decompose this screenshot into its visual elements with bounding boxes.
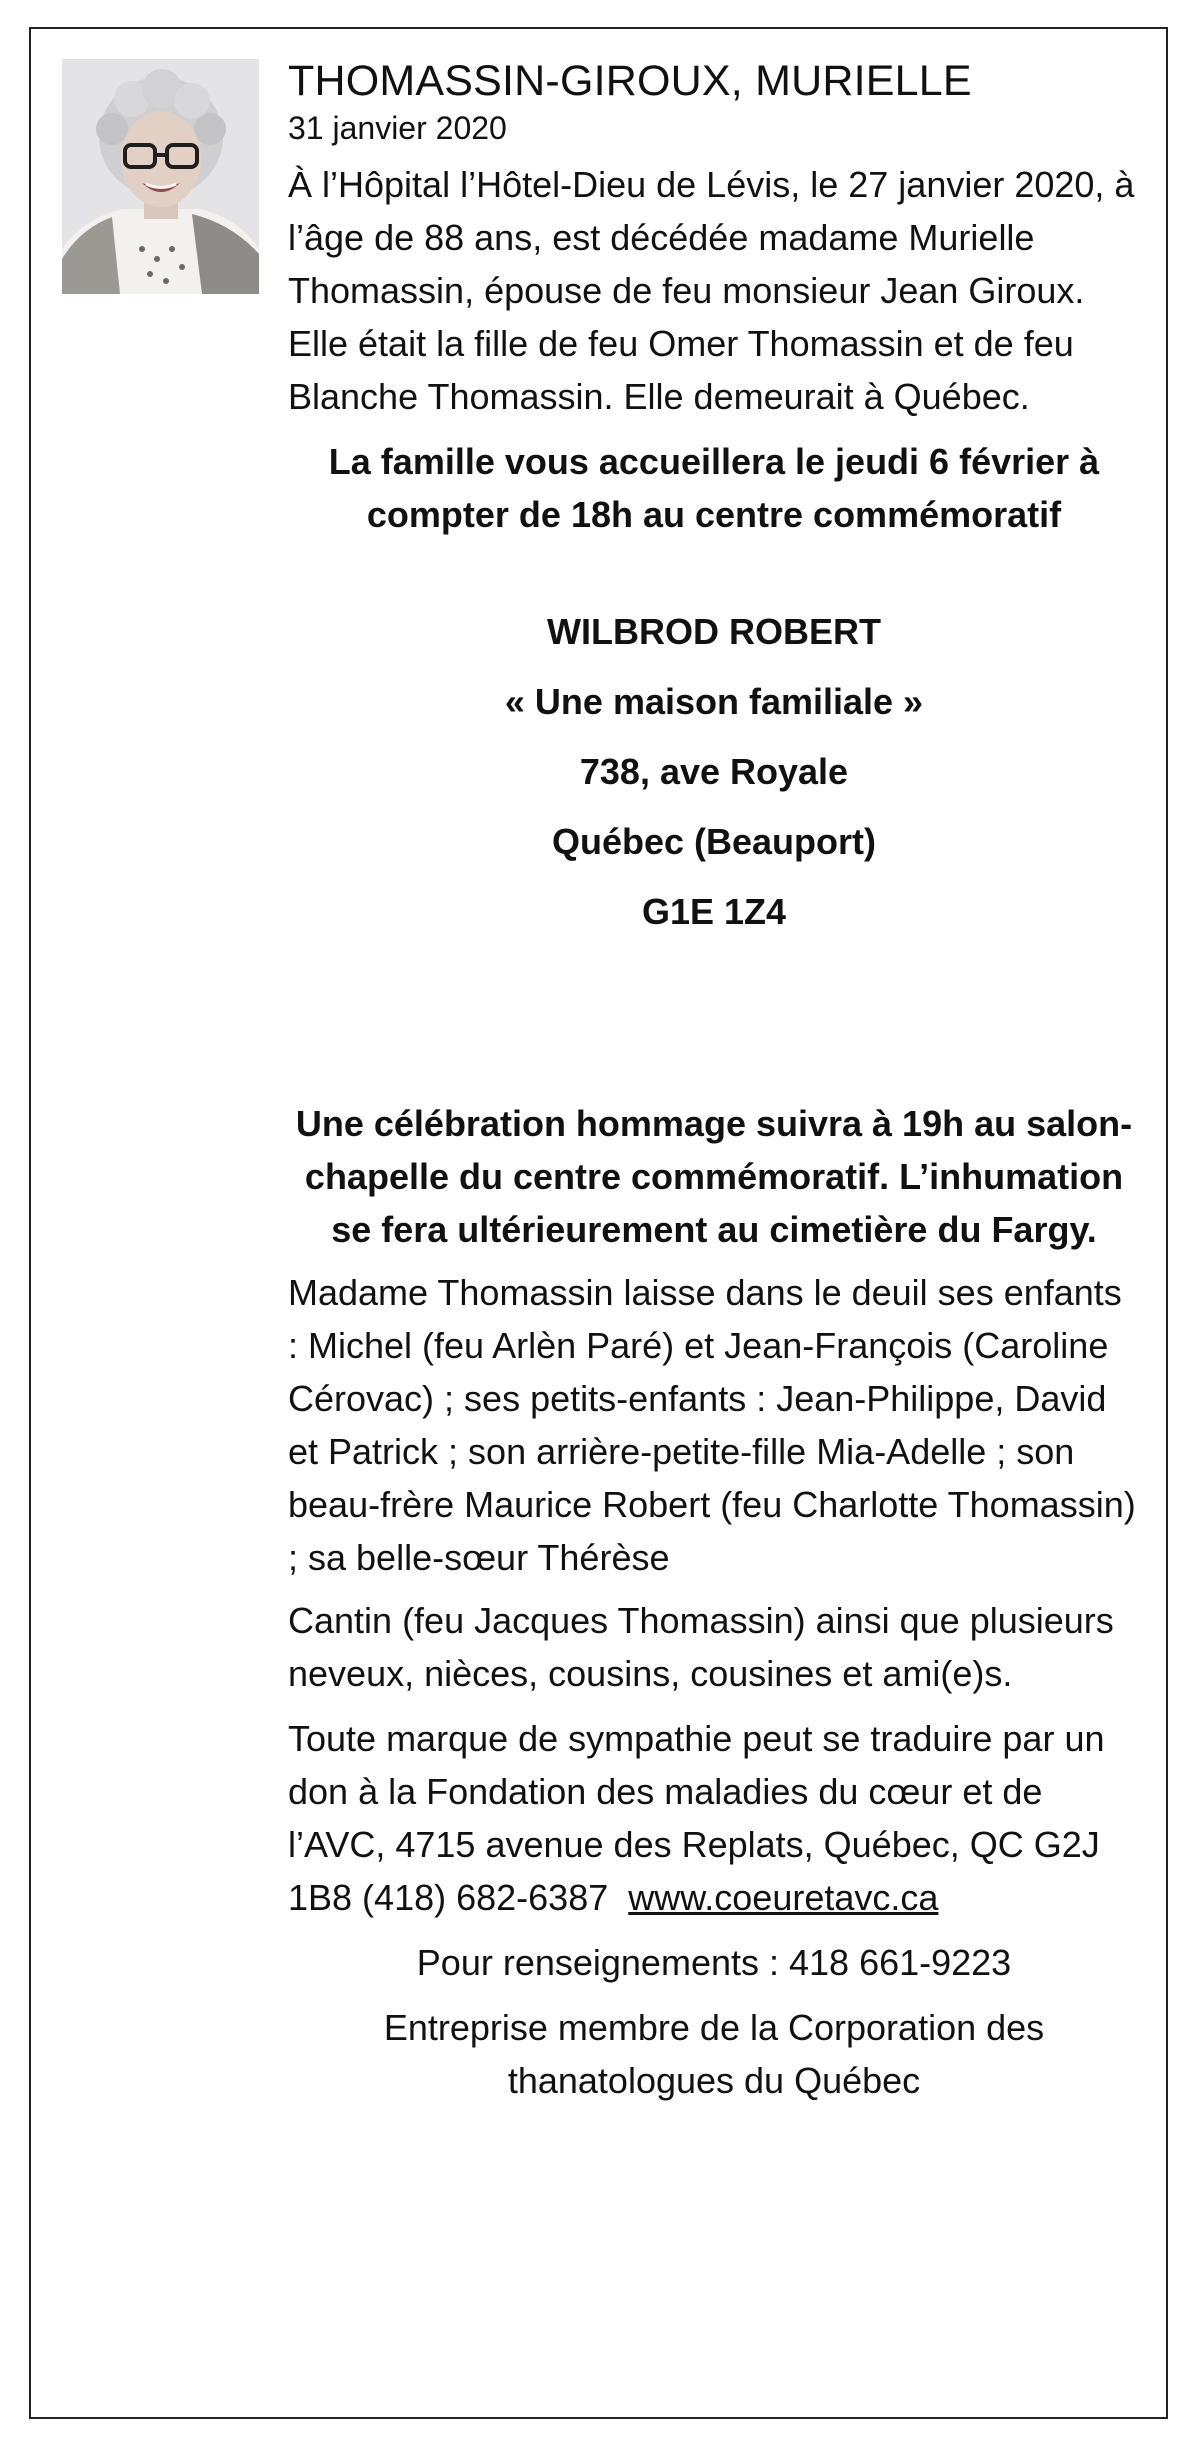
address-line-postal: G1E 1Z4	[641, 891, 787, 932]
funeral-home-address	[288, 597, 1140, 947]
info-line: Pour renseignements : 418 661-9223	[416, 1942, 1012, 1983]
address-line-street: 738, ave Royale	[579, 751, 849, 792]
visitation-paragraph: La famille vous accueillera le jeudi 6 février à compter de 18h au centre commémoratif	[328, 441, 1100, 535]
family-paragraph-part2: Cantin (feu Jacques Thomassin) ainsi que plusieurs neveux, nièces, cousins, cousines et ami(e)s.	[288, 1600, 1114, 1694]
notice-date: 31 janvier 2020	[288, 110, 507, 146]
donation-link[interactable]: www.coeuretavc.ca	[628, 1877, 939, 1918]
portrait-illustration	[62, 59, 259, 294]
family-paragraph-part1: Madame Thomassin laisse dans le deuil ses enfants : Michel (feu Arlèn Paré) et Jean-François (Caroline Cérovac) ; ses petits-enfants : Jean-Philippe, David et Patrick ; son arrière-petite-fille Mia-Adelle ; son beau-frère Maurice Robert (feu Charlotte Thomassin) ; sa belle-sœur Thérèse	[288, 1272, 1136, 1578]
membership-line: Entreprise membre de la Corporation des thanatologues du Québec	[383, 2007, 1045, 2101]
intro-paragraph: À l’Hôpital l’Hôtel-Dieu de Lévis, le 27 janvier 2020, à l’âge de 88 ans, est décédée madame Murielle Thomassin, épouse de feu monsieur Jean Giroux. Elle était la fille de feu Omer Thomassin et de feu Blanche Thomassin. Elle demeurait à Québec.	[288, 164, 1135, 417]
notice-content	[288, 54, 1140, 2107]
portrait-photo	[62, 59, 259, 294]
address-line-city: Québec (Beauport)	[551, 821, 877, 862]
address-line-tagline: « Une maison familiale »	[504, 681, 924, 722]
donation-text: Toute marque de sympathie peut se traduire par un don à la Fondation des maladies du cœur et de l’AVC, 4715 avenue des Replats, Québec, QC G2J 1B8 (418) 682-6387	[288, 1718, 1105, 1918]
deceased-name: THOMASSIN-GIROUX, MURIELLE	[288, 57, 972, 105]
ceremony-paragraph: Une célébration hommage suivra à 19h au salon-chapelle du centre commémoratif. L’inhumation se fera ultérieurement au cimetière du Fargy.	[295, 1103, 1133, 1250]
donation-paragraph	[288, 1712, 1140, 1924]
address-line-name: WILBROD ROBERT	[547, 611, 881, 652]
